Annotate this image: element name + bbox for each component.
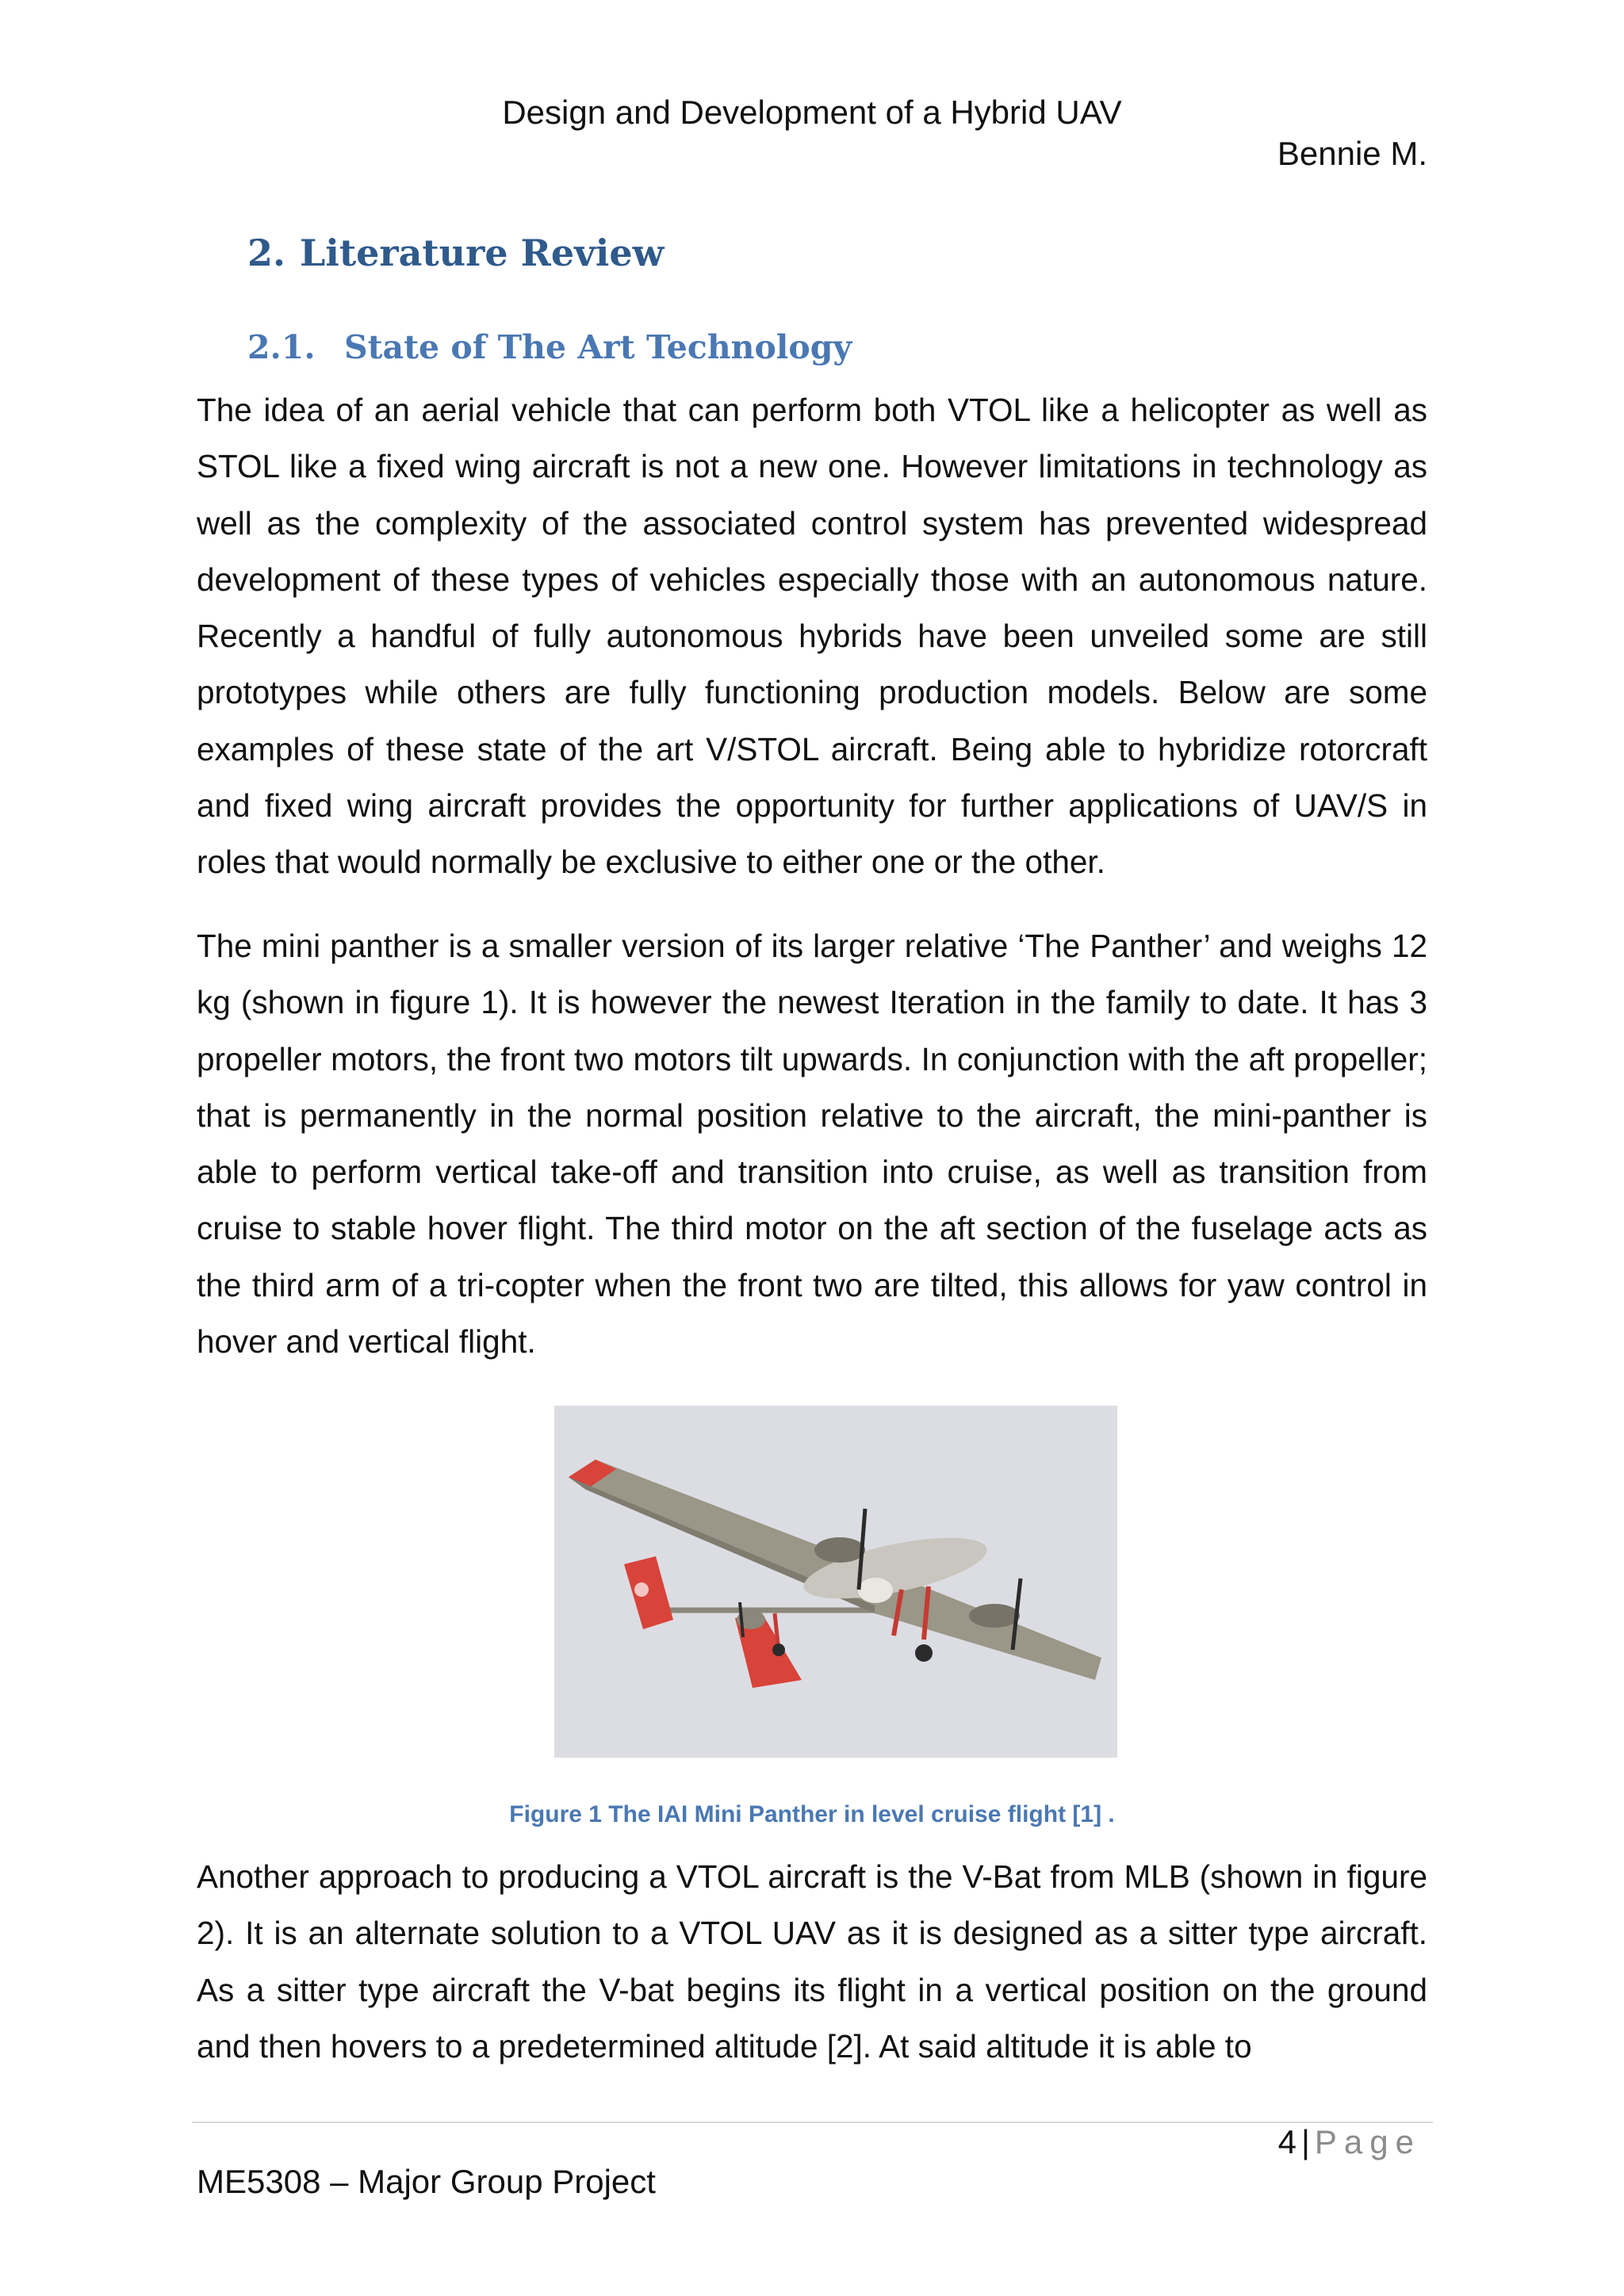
section-title: Literature Review [300,232,665,274]
right-nacelle [969,1604,1020,1628]
figure-mini-panther-photo [554,1406,1117,1758]
paragraph-v-bat: Another approach to producing a VTOL aircraft is the V-Bat from MLB (shown in figure 2). It is an alternate solution to a VTOL UAV as it is designed as a sitter type aircraft. As a sitter type aircraft the V-bat begins its flight in a vertical position on the ground and then hovers to a predetermined altitude [2]. At said altitude it is able to [197,1858,1427,2064]
tail-roundel [634,1582,649,1597]
paragraph-intro: The idea of an aerial vehicle that can perform both VTOL like a helicopter as well as STOL like a fixed wing aircraft is not a new one. However limitations in technology as well as the complexity of the associated control system has prevented widespread development of these types of vehicles especially those with an autonomous nature. Recently a handful of fully autonomous hybrids have been unveiled some are still prototypes while others are fully functioning production models. Below are some examples of these state of the art V/STOL aircraft. Being able to hybridize rotorcraft and fixed wing aircraft provides the opportunity for further applications of UAV/S in roles that would normally be exclusive to either one or the other. [197,392,1427,881]
subsection-number: 2.1. [247,328,316,366]
rear-wheel [772,1644,785,1656]
camera-pod [858,1578,893,1603]
page-word: Page [1314,2123,1421,2160]
aircraft-illustration [554,1406,1117,1758]
page-separator: | [1300,2123,1310,2160]
figure-caption: Figure 1 The IAI Mini Panther in level cruise flight [1] . [509,1801,1115,1827]
footer-divider [192,2122,1433,2123]
nose-wheel [915,1644,933,1662]
subsection-title: State of The Art Technology [344,328,852,366]
subsection-heading [247,328,852,366]
header-title: Design and Development of a Hybrid UAV [502,94,1122,131]
footer-project: ME5308 – Major Group Project [197,2163,656,2200]
paragraph-mini-panther: The mini panther is a smaller version of its larger relative ‘The Panther’ and weighs 12 kg (shown in figure 1). It is however the newest Iteration in the family to date. It has 3 propeller motors, the front two motors tilt upwards. In conjunction with the aft propeller; that is permanently in the normal position relative to the aircraft, the mini-panther is able to perform vertical take-off and transition into cruise, as well as transition from cruise to stable hover flight. The third motor on the aft section of the fuselage acts as the third arm of a tri-copter when the front two are tilted, this allows for yaw control in hover and vertical flight. [197,928,1427,1360]
page-number: 4 [1277,2123,1297,2160]
section-heading [247,232,664,274]
section-number: 2. [247,232,286,274]
header-author: Bennie M. [1277,135,1427,172]
page-number-label [1278,2123,1421,2161]
left-nacelle [814,1537,865,1563]
